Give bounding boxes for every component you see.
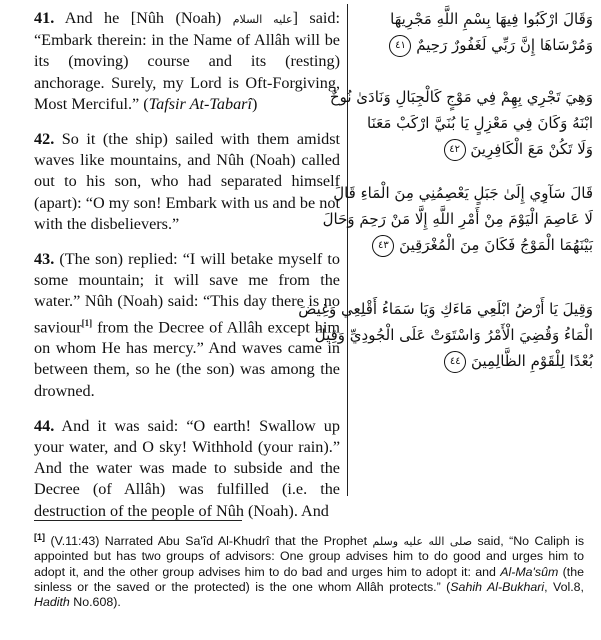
arabic-line-text: وَلَا تَكُنْ مَعَ الْكَافِرِينَ: [470, 140, 593, 158]
column-divider: [347, 4, 348, 496]
verse-42: [34, 129, 340, 235]
salawat-arabic: صلى الله عليه وسلم: [372, 535, 473, 549]
verse-text: And it was said: “O earth! Swallow up your water, and O sky! Withhold (your rain).” And the water was made to subside and the Decree (of Allâh) was fulfilled (i.e. the destruction of the people of Nûh (Noah). And: [34, 416, 340, 520]
footnote-rule: [34, 520, 242, 521]
arabic-column: [298, 6, 593, 374]
footnote-source: Sahih Al-Bukhari: [450, 579, 545, 594]
verse-number: 42.: [34, 130, 55, 149]
arabic-line: وَقَالَ ارْكَبُوا فِيهَا بِسْمِ اللَّهِ مَجْرِيهَا: [390, 10, 593, 28]
verse-text: And he [Nûh (Noah): [54, 9, 233, 27]
verse-text: from the Decree of Allâh except him on whom He has mercy.” And waves came in between them, so he (the son) was among the drowned.: [34, 318, 340, 400]
footnote-text: (V.11:43) Narrated Abu Sa'îd Al-Khudrî that the Prophet: [45, 534, 373, 549]
ayah-number-badge: ٤٣: [372, 235, 394, 257]
verse-43: [34, 249, 340, 402]
arabic-line: [357, 232, 593, 258]
verse-text: ): [251, 94, 258, 113]
arabic-line: قَالَ سَآوِي إِلَىٰ جَبَلٍ يَعْصِمُنِي مِنَ الْمَاءِ قَالَ: [333, 184, 593, 202]
arabic-line-text: بَيْنَهُمَا الْمَوْجُ فَكَانَ مِنَ الْمُغْرَقِينَ: [399, 236, 593, 254]
arabic-verse-43: [322, 180, 593, 258]
arabic-verse-44: [298, 296, 593, 374]
arabic-line: [357, 32, 593, 58]
honorific-arabic: عليه السلام: [232, 13, 293, 26]
footnote-text: , Vol.8,: [544, 579, 584, 594]
arabic-line: وَهِيَ تَجْرِي بِهِمْ فِي مَوْجٍ كَالْجِبَالِ وَنَادَىٰ نُوحٌ: [329, 88, 593, 106]
verse-text: So it (the ship) sailed with them amidst waves like mountains, and Nûh (Noah) called out to his son, who had separated himself (apart): “O my son! Embark with us and be not with the disbelievers.”: [34, 130, 340, 233]
ayah-number-badge: ٤١: [389, 35, 411, 57]
footnote-marker: [1]: [34, 532, 45, 542]
footnote-hadith: Hadith: [34, 594, 70, 609]
arabic-verse-42: [329, 84, 593, 162]
footnote-text: (the sinless or the saved or the protected) is the one whom Allâh protects.” (: [34, 564, 584, 594]
verse-44: [34, 416, 340, 522]
footnote-term: Al-Ma'sûm: [500, 564, 559, 579]
arabic-line: الْمَاءُ وَقُضِيَ الْأَمْرُ وَاسْتَوَتْ عَلَى الْجُودِيِّ وَقِيلَ: [314, 326, 593, 344]
footnote: [34, 530, 584, 610]
verse-number: 41.: [34, 9, 55, 27]
verse-number: 43.: [34, 250, 55, 269]
arabic-verse-41: [357, 6, 593, 58]
verse-41: [34, 8, 340, 115]
footnote-text: No.608).: [69, 594, 121, 609]
arabic-line: [357, 136, 593, 162]
verse-text: (The son) replied: “I will betake myself to some mountain; it will save me from the water.” Nûh (Noah) said: “This day there is no saviour: [34, 250, 340, 337]
tafsir-reference: Tafsir At-Tabarî: [148, 94, 252, 113]
ayah-number-badge: ٤٢: [444, 139, 466, 161]
footnote-reference[interactable]: [1]: [81, 317, 93, 328]
arabic-line: لَا عَاصِمَ الْيَوْمَ مِنْ أَمْرِ اللَّهِ إِلَّا مَنْ رَحِمَ وَحَالَ: [322, 210, 593, 228]
arabic-line: [357, 348, 593, 374]
arabic-line: ابْنَهُ وَكَانَ فِي مَعْزِلٍ يَا بُنَيَّ ارْكَبْ مَعَنَا: [367, 114, 593, 132]
ayah-number-badge: ٤٤: [444, 351, 466, 373]
footnote-text: said, “No Caliph is appointed but has two groups of advisors: One group advises him to do good and urges him to adopt it, and the other group advises him to do bad and urges him to adopt it: and: [34, 534, 585, 579]
arabic-line-text: بُعْدًا لِلْقَوْمِ الظَّالِمِينَ: [471, 352, 593, 370]
verse-text: ] said: “Embark therein: in the Name of Allâh will be its (moving) course and its (resting) anchorage. Surely, my Lord is Oft-Forgiving, Most Merciful.” (: [34, 9, 340, 113]
verse-number: 44.: [34, 416, 55, 435]
arabic-line: وَقِيلَ يَا أَرْضُ ابْلَعِي مَاءَكِ وَيَا سَمَاءُ أَقْلِعِي وَغِيضَ: [298, 300, 593, 318]
translation-column: [34, 8, 340, 522]
arabic-line-text: وَمُرْسَاهَا إِنَّ رَبِّي لَغَفُورٌ رَحِيمٌ: [416, 36, 593, 54]
